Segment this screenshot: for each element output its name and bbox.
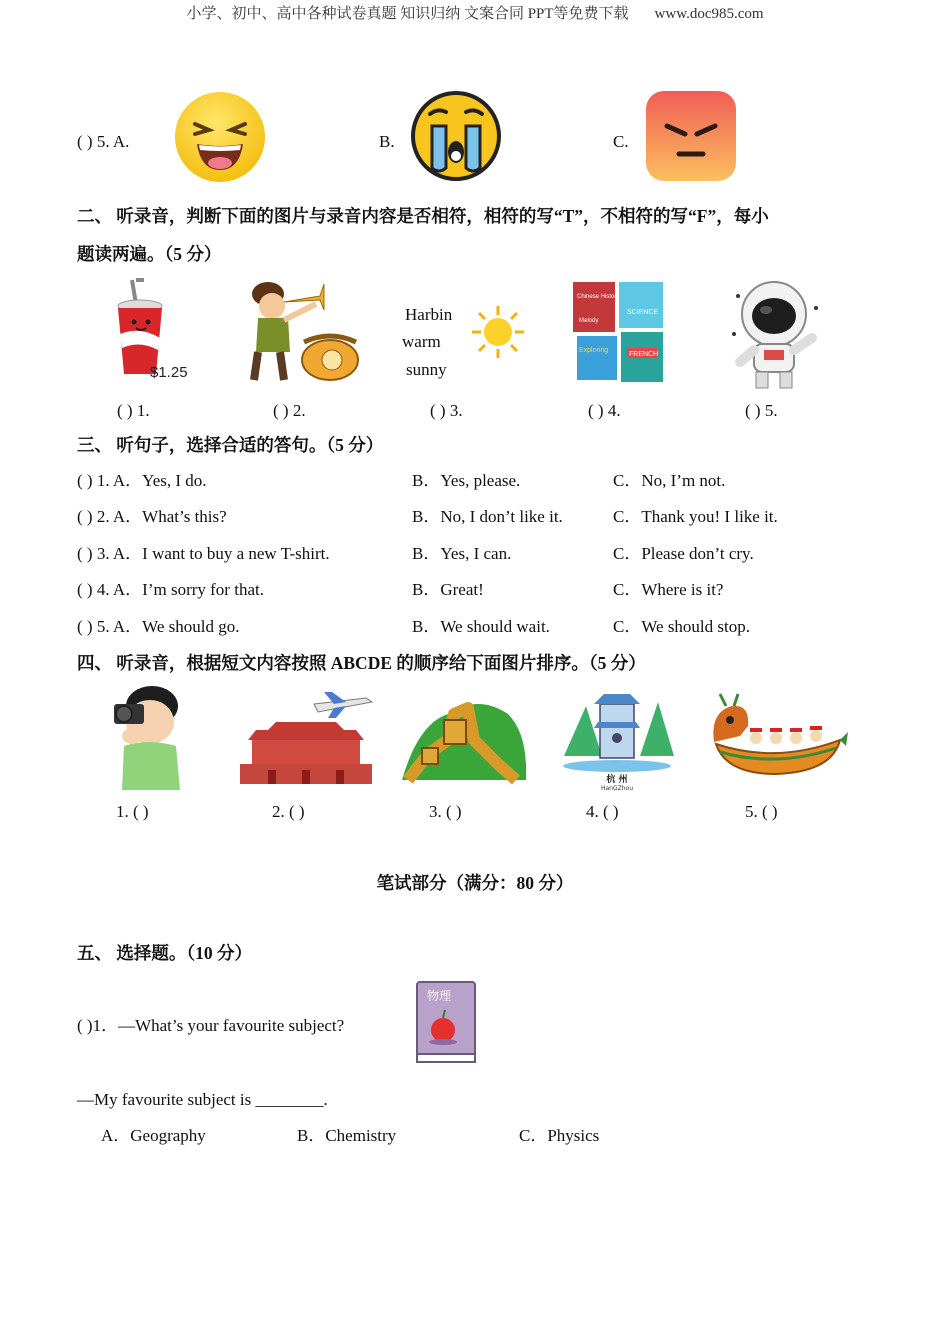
book-label: 物理 xyxy=(427,989,452,1003)
book-title-4: Exploring xyxy=(579,347,609,354)
s5-option-c: C．Physics xyxy=(519,1126,600,1145)
s3-q2-a: ( ) 2. A．What’s this? xyxy=(77,507,227,526)
s3-q1-b: B．Yes, please. xyxy=(412,471,521,490)
s3-q5-b: B．We should wait. xyxy=(412,617,550,636)
s3-q4-a: ( ) 4. A．I’m sorry for that. xyxy=(77,580,264,599)
section3-title: 三、 听句子，选择合适的答句。（5 分） xyxy=(77,435,384,455)
s5-option-b: B．Chemistry xyxy=(297,1126,397,1145)
s5-answer-line: —My favourite subject is ________. xyxy=(77,1090,328,1109)
section4-title: 四、 听录音，根据短文内容按照 ABCDE 的顺序给下面图片排序。（5 分） xyxy=(77,653,646,673)
section2-title-line2: 题读两遍。（5 分） xyxy=(77,244,222,264)
great-wall-icon xyxy=(398,684,530,792)
books-icon xyxy=(571,280,667,384)
s3-q3-c: C．Please don’t cry. xyxy=(613,544,754,563)
s3-q4-b: B．Great! xyxy=(412,580,484,599)
sun-icon xyxy=(472,306,524,358)
boy-with-camera-icon xyxy=(110,684,184,792)
s3-q5-c: C．We should stop. xyxy=(613,617,750,636)
s4-item-3: 3. ( ) xyxy=(429,802,462,821)
s2-item-4: ( ) 4. xyxy=(588,401,621,420)
book-title-1: Chinese History xyxy=(577,294,620,300)
weather-temp: warm xyxy=(402,332,441,351)
book-title-5: FRENCH xyxy=(629,351,659,358)
city-label: 杭 州 xyxy=(606,775,628,785)
s3-q5-a: ( ) 5. A．We should go. xyxy=(77,617,240,636)
angry-face-icon xyxy=(645,90,737,182)
s2-item-1: ( ) 1. xyxy=(117,401,150,420)
tiananmen-plane-icon xyxy=(238,690,374,788)
s2-item-5: ( ) 5. xyxy=(745,401,778,420)
s4-item-4: 4. ( ) xyxy=(586,802,619,821)
crying-face-icon xyxy=(410,90,502,182)
s2-item-3: ( ) 3. xyxy=(430,401,463,420)
astronaut-icon xyxy=(728,278,828,390)
q5-option-c-label: C. xyxy=(613,132,629,151)
s4-item-5: 5. ( ) xyxy=(745,802,778,821)
physics-book-icon xyxy=(411,978,481,1066)
dragon-boat-icon xyxy=(706,692,850,788)
weather-condition: sunny xyxy=(406,360,447,379)
s2-item-2: ( ) 2. xyxy=(273,401,306,420)
soda-cup-icon xyxy=(110,278,192,384)
laughing-face-icon xyxy=(173,90,267,184)
section5-title: 五、 选择题。（10 分） xyxy=(77,943,252,963)
s3-q2-b: B．No, I don’t like it. xyxy=(412,507,563,526)
section2-title-line1: 二、 听录音，判断下面的图片与录音内容是否相符，相符的写“T”，不相符的写“F”，每小 xyxy=(77,206,769,226)
weather-card xyxy=(400,300,530,382)
written-part-title: 笔试部分（满分：80 分） xyxy=(376,873,574,893)
s3-q4-c: C．Where is it? xyxy=(613,580,724,599)
s3-q3-b: B．Yes, I can. xyxy=(412,544,512,563)
s3-q2-c: C．Thank you! I like it. xyxy=(613,507,778,526)
hangzhou-pagoda-icon xyxy=(560,686,678,792)
header-text: 小学、初中、高中各种试卷真题 知识归纳 文案合同 PPT等免费下载 xyxy=(186,6,629,22)
s4-item-1: 1. ( ) xyxy=(116,802,149,821)
book-title-2: Melody xyxy=(579,318,599,324)
book-title-3: SCIENCE xyxy=(627,309,659,316)
header-url: www.doc985.com xyxy=(654,6,764,22)
airplane-icon xyxy=(314,692,372,718)
s3-q1-a: ( ) 1. A．Yes, I do. xyxy=(77,471,207,490)
weather-city: Harbin xyxy=(405,305,453,324)
s4-item-2: 2. ( ) xyxy=(272,802,305,821)
city-label-en: HanGZhou xyxy=(600,785,634,792)
trumpet-boy-telephone-icon xyxy=(244,280,362,384)
price-label: $1.25 xyxy=(150,364,188,381)
q5-prefix: ( ) 5. A. xyxy=(77,132,130,151)
s3-q1-c: C．No, I’m not. xyxy=(613,471,726,490)
q5-option-b-label: B. xyxy=(379,132,395,151)
page-header xyxy=(0,2,950,23)
s5-option-a: A．Geography xyxy=(101,1126,206,1145)
s3-q3-a: ( ) 3. A．I want to buy a new T-shirt. xyxy=(77,544,330,563)
s5-q1: ( )1．—What’s your favourite subject? xyxy=(77,1016,345,1035)
